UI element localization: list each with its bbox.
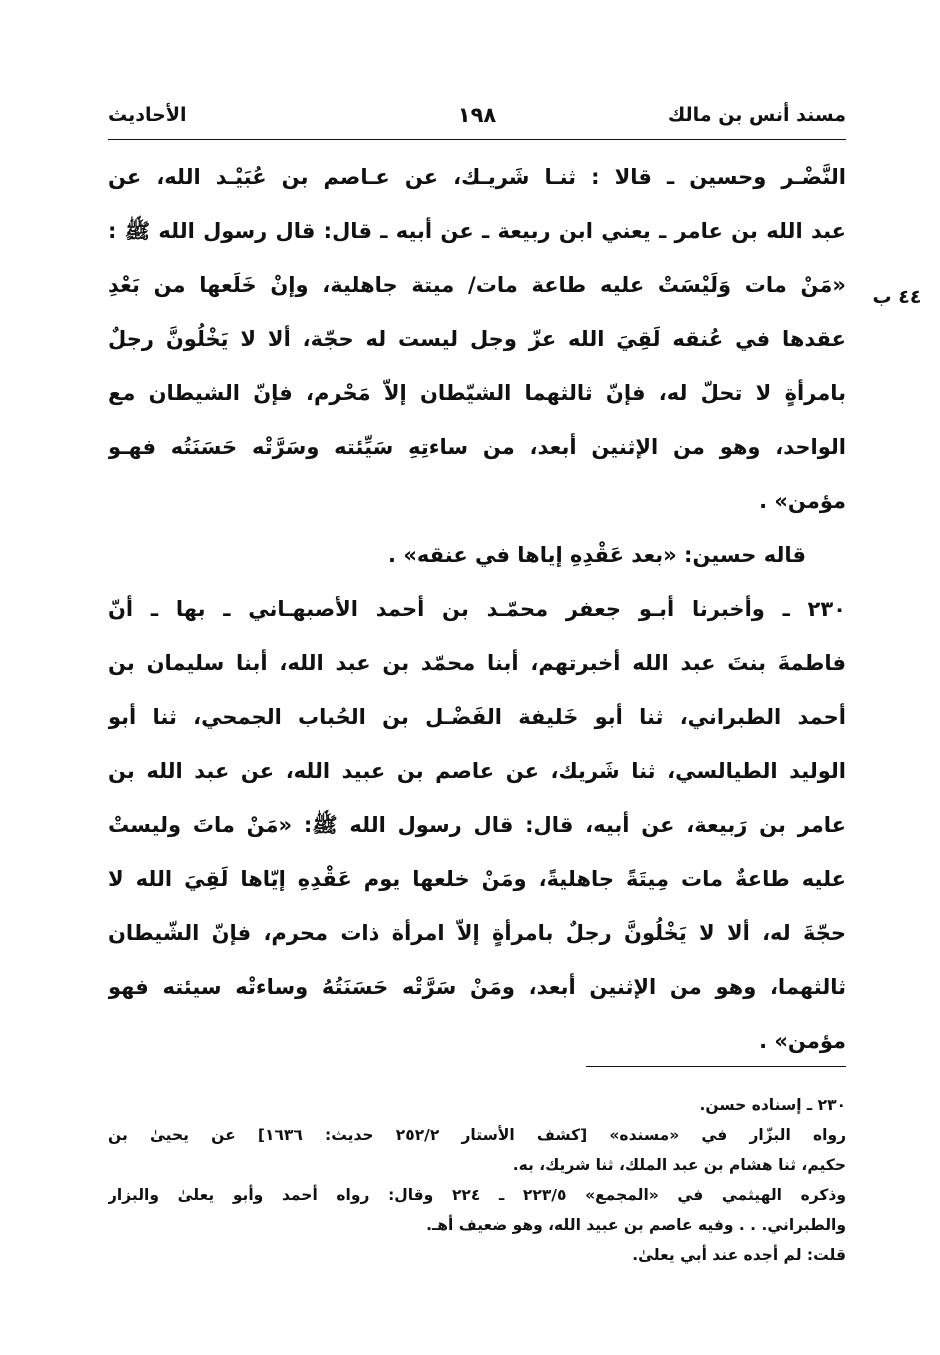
manuscript-folio-note: ٤٤ ب [872, 286, 922, 308]
text-line: الواحد، وهو من الإثنين أبعد، من ساءتِهِ سَيِّئته وسَرَّتْه حَسَنَتُه فهـو [108, 435, 846, 459]
text-line: مؤمن» . [759, 1029, 846, 1053]
text-line: بامرأةٍ لا تحلّ له، فإنّ ثالثهما الشيّطان إلاّ مَحْرم، فإنّ الشيطان مع [108, 381, 846, 405]
text-line: ثالثهما، وهو من الإثنين أبعد، ومَنْ سَرَّتْه حَسَنَتُهُ وساءتْه سيئته فهو [108, 975, 846, 999]
text-line: عبد الله بن عامر ـ يعني ابن ربيعة ـ عن أبيه ـ قال: قال رسول الله ﷺ : [108, 219, 846, 243]
footnote-line: وذكره الهيثمي في «المجمع» ٢٢٣/٥ ـ ٢٢٤ وقال: رواه أحمد وأبو يعلىٰ والبزار [108, 1186, 846, 1204]
text-line: عقدها في عُنقه لَقِيَ الله عزّ وجل ليست له حجّة، ألا لا يَخْلُونَّ رجلٌ [108, 327, 846, 351]
text-line: فاطمةَ بنتَ عبد الله أخبرتهم، أبنا محمّد بن عبد الله، أبنا سليمان بن [108, 651, 846, 675]
text-line: النَّضْـر وحسين ـ قالا : ثنـا شَريـك، عن عـاصم بن عُبَيْـد الله، عن [108, 165, 846, 189]
book-title: مسند أنس بن مالك [667, 104, 846, 126]
text-line: عليه طاعةٌ مات مِيتَةً جاهليةً، ومَنْ خلعها يوم عَقْدِهِ إيّاها لَقِيَ الله لا [108, 867, 846, 891]
footnote-line: والطبراني. . . وفيه عاصم بن عبيد الله، وهو ضعيف أهـ. [426, 1216, 846, 1234]
text-line: الوليد الطيالسي، ثنا شَريك، عن عاصم بن عبيد الله، عن عبد الله بن [108, 759, 846, 783]
header-rule [108, 139, 846, 140]
footnote-line: رواه البزّار في «مسنده» [كشف الأستار ٢٥٢/٢ حديث: ١٦٣٦] عن يحيىٰ بن [108, 1126, 846, 1144]
text-line: «مَنْ مات وَلَيْسَتْ عليه طاعة مات/ ميتة جاهلية، وإنْ خَلَعها من بَعْدِ [108, 273, 846, 297]
text-line: قاله حسين: «بعد عَقْدِهِ إياها في عنقه» . [388, 543, 806, 567]
text-line: حجّةَ له، ألا لا يَخْلُونَّ رجلٌ بامرأةٍ إلاّ امرأة ذات محرم، فإنّ الشّيطان [108, 921, 846, 945]
text-line: أحمد الطبراني، ثنا أبو خَليفة الفَضْـل بن الحُباب الجمحي، ثنا أبو [108, 705, 846, 729]
footnote-line: قلت: لم أجده عند أبي يعلىٰ. [632, 1246, 846, 1264]
text-line: مؤمن» . [759, 489, 846, 513]
footnotes [108, 1090, 846, 1270]
page-number: ١٩٨ [457, 103, 497, 127]
footnote-line: حكيم، ثنا هشام بن عبد الملك، ثنا شريك، به. [512, 1156, 846, 1174]
footnote-rule [586, 1066, 846, 1067]
running-header [108, 100, 846, 136]
text-line: عامر بن رَبيعة، عن أبيه، قال: قال رسول الله ﷺ: «مَنْ ماتَ وليستْ [108, 813, 846, 837]
hadith-230-start: ٢٣٠ ـ وأخبرنا أبـو جعفر محمّـد بن أحمد الأصبهـاني ـ بها ـ أنّ [108, 597, 846, 621]
section-title: الأحاديث [108, 104, 187, 126]
main-text [108, 150, 846, 1068]
footnote-line: ٢٣٠ ـ إسناده حسن. [699, 1096, 846, 1114]
